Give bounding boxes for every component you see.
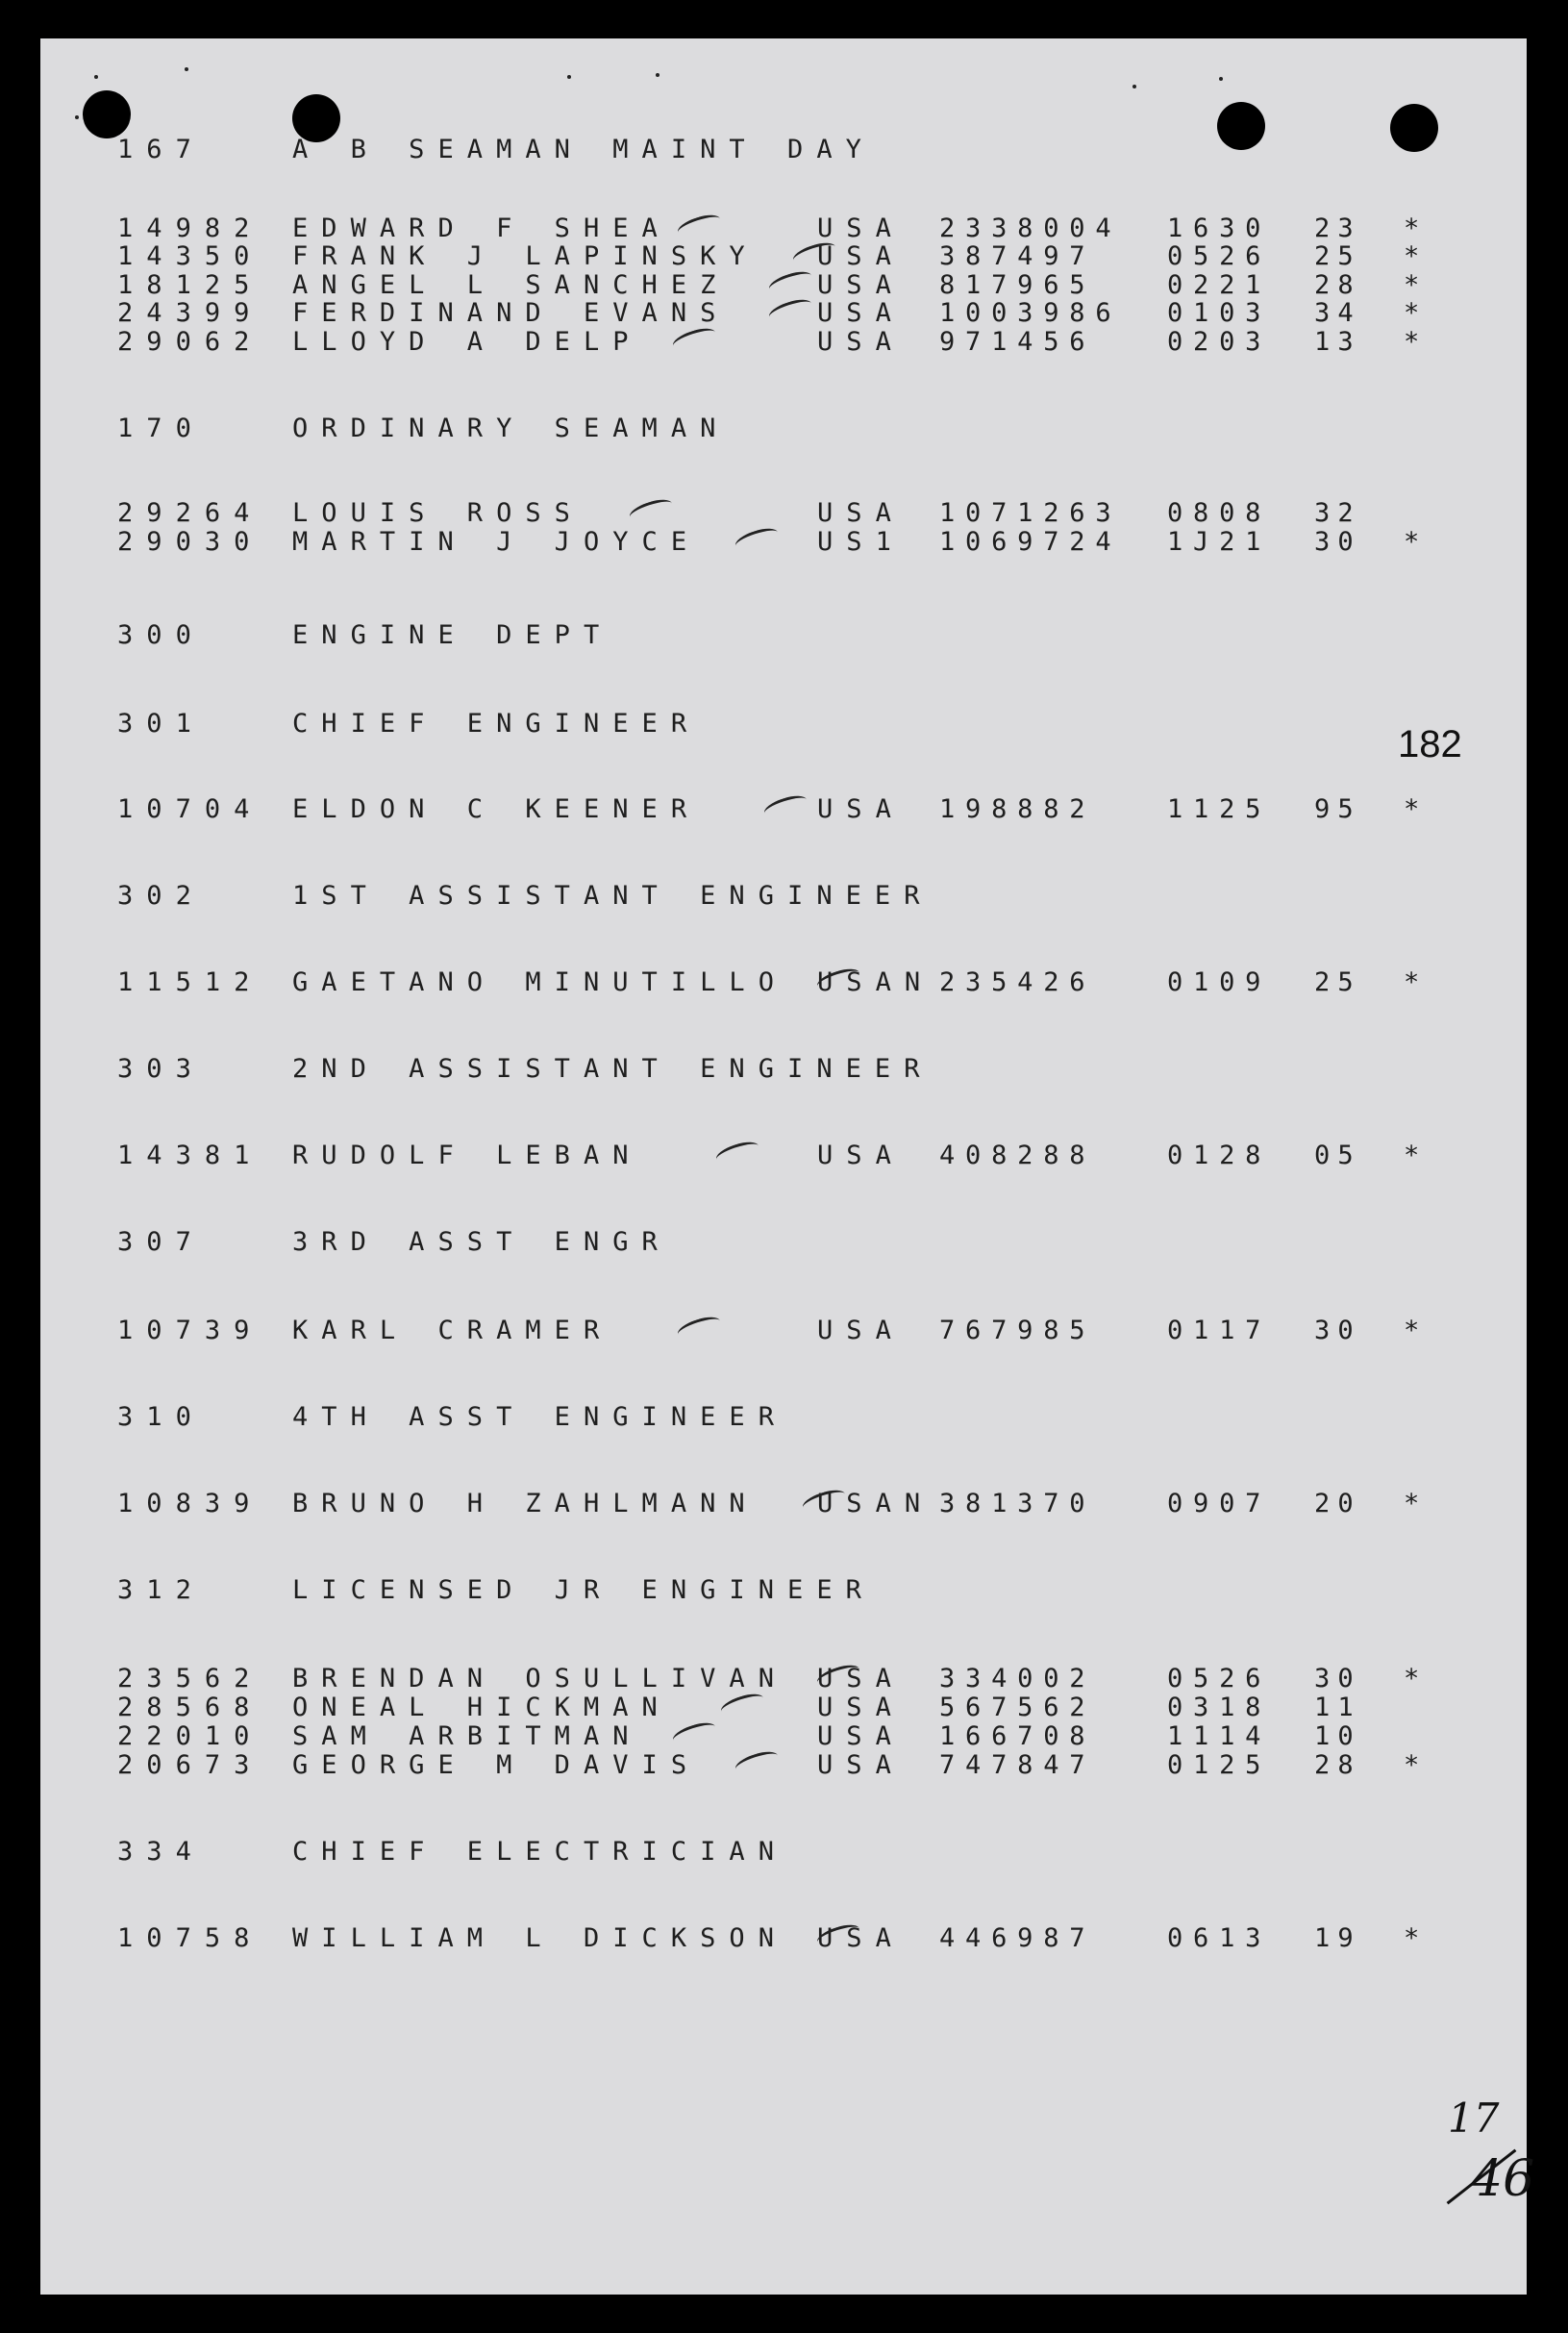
speck (567, 75, 571, 79)
entry-id: 747847 (939, 1750, 1096, 1780)
crew-entry (40, 1923, 1527, 1956)
entry-name: GEORGE M DAVIS (292, 1750, 701, 1780)
entry-citizenship: USA (817, 241, 905, 271)
entry-id: 567562 (939, 1693, 1096, 1722)
crew-entry (40, 241, 1527, 274)
entry-date: 0907 (1167, 1489, 1272, 1518)
entry-citizenship: USAN (817, 967, 934, 997)
punch-hole-1 (83, 90, 131, 138)
entry-citizenship: USAN (817, 1489, 934, 1518)
entry-value: 30 (1314, 1664, 1361, 1693)
entry-name: ELDON C KEENER (292, 794, 701, 824)
entry-citizenship: USA (817, 1316, 905, 1345)
entry-name: BRUNO H ZAHLMANN (292, 1489, 759, 1518)
entry-name: MARTIN J JOYCE (292, 527, 701, 557)
entry-date: 0526 (1167, 1664, 1272, 1693)
entry-date: 0221 (1167, 270, 1272, 300)
check-mark (761, 791, 809, 820)
crew-entry (40, 1316, 1527, 1348)
section-title: A B SEAMAN MAINT DAY (292, 135, 875, 164)
entry-star: * (1404, 794, 1433, 824)
entry-value: 19 (1314, 1923, 1361, 1953)
entry-number: 18125 (117, 270, 263, 300)
entry-number: 23562 (117, 1664, 263, 1693)
entry-number: 10739 (117, 1316, 263, 1345)
entry-name: RUDOLF LEBAN (292, 1141, 642, 1170)
crew-entry (40, 327, 1527, 360)
check-mark (675, 1313, 722, 1342)
entry-citizenship: USA (817, 498, 905, 528)
section-title: 3RD ASST ENGR (292, 1227, 671, 1257)
entry-number: 28568 (117, 1693, 263, 1722)
entry-date: 1114 (1167, 1721, 1272, 1751)
section-header (40, 1837, 1527, 1869)
entry-number: 14381 (117, 1141, 263, 1170)
check-mark (718, 1690, 765, 1718)
entry-number: 11512 (117, 967, 263, 997)
crew-entry (40, 967, 1527, 1000)
entry-id: 198882 (939, 794, 1096, 824)
entry-citizenship: USA (817, 298, 905, 328)
speck (94, 75, 98, 79)
entry-number: 10839 (117, 1489, 263, 1518)
entry-number: 10704 (117, 794, 263, 824)
entry-value: 05 (1314, 1141, 1361, 1170)
crew-entry (40, 794, 1527, 827)
entry-name: SAM ARBITMAN (292, 1721, 642, 1751)
entry-citizenship: USA (817, 327, 905, 357)
crew-entry (40, 1664, 1527, 1696)
entry-star: * (1404, 1750, 1433, 1780)
crew-entry (40, 1693, 1527, 1725)
entry-id: 387497 (939, 241, 1096, 271)
check-mark (766, 267, 813, 296)
entry-value: 10 (1314, 1721, 1361, 1751)
entry-name: LLOYD A DELP (292, 327, 642, 357)
section-title: CHIEF ELECTRICIAN (292, 1837, 788, 1867)
entry-number: 24399 (117, 298, 263, 328)
entry-value: 32 (1314, 498, 1361, 528)
check-mark (670, 324, 717, 353)
document-page (40, 38, 1535, 2295)
section-title: ORDINARY SEAMAN (292, 414, 730, 443)
entry-number: 14982 (117, 213, 263, 243)
entry-citizenship: USA (817, 794, 905, 824)
entry-date: 1125 (1167, 794, 1272, 824)
check-mark (670, 1718, 717, 1747)
entry-date: 0128 (1167, 1141, 1272, 1170)
entry-id: 1069724 (939, 527, 1122, 557)
entry-number: 10758 (117, 1923, 263, 1953)
check-mark (627, 495, 674, 524)
fraction-bottom: 46 (1471, 2150, 1535, 2208)
entry-citizenship: USA (817, 1750, 905, 1780)
entry-star: * (1404, 527, 1433, 557)
section-header (40, 881, 1527, 914)
entry-citizenship: USA (817, 213, 905, 243)
speck (1219, 77, 1223, 81)
section-code: 334 (117, 1837, 205, 1867)
crew-entry (40, 1750, 1527, 1783)
section-title: 4TH ASST ENGINEER (292, 1402, 788, 1432)
check-mark (675, 211, 722, 239)
entry-citizenship: USA (817, 1141, 905, 1170)
entry-number: 29264 (117, 498, 263, 528)
check-mark (733, 1747, 780, 1776)
crew-entry (40, 298, 1527, 331)
crew-entry (40, 1721, 1527, 1754)
entry-name: LOUIS ROSS (292, 498, 584, 528)
entry-id: 971456 (939, 327, 1096, 357)
entry-star: * (1404, 1141, 1433, 1170)
entry-citizenship: USA (817, 270, 905, 300)
entry-star: * (1404, 241, 1433, 271)
section-code: 301 (117, 709, 205, 739)
entry-value: 23 (1314, 213, 1361, 243)
section-header (40, 620, 1527, 653)
entry-id: 408288 (939, 1141, 1096, 1170)
entry-date: 1630 (1167, 213, 1272, 243)
entry-citizenship: USA (817, 1923, 905, 1953)
handwritten-fraction (1394, 2095, 1538, 2248)
entry-id: 334002 (939, 1664, 1096, 1693)
entry-value: 28 (1314, 1750, 1361, 1780)
entry-date: 0203 (1167, 327, 1272, 357)
section-header (40, 709, 1527, 741)
section-title: CHIEF ENGINEER (292, 709, 701, 739)
entry-citizenship: US1 (817, 527, 905, 557)
section-header (40, 414, 1527, 446)
entry-name: GAETANO MINUTILLO (292, 967, 788, 997)
entry-name: FERDINAND EVANS (292, 298, 730, 328)
entry-id: 2338004 (939, 213, 1122, 243)
entry-date: 0103 (1167, 298, 1272, 328)
entry-value: 95 (1314, 794, 1361, 824)
speck (185, 67, 188, 71)
crew-entry (40, 498, 1527, 531)
section-code: 167 (117, 135, 205, 164)
section-header (40, 1054, 1527, 1087)
entry-value: 34 (1314, 298, 1361, 328)
section-code: 170 (117, 414, 205, 443)
entry-name: KARL CRAMER (292, 1316, 613, 1345)
entry-date: 0125 (1167, 1750, 1272, 1780)
entry-name: BRENDAN OSULLIVAN (292, 1664, 788, 1693)
section-code: 300 (117, 620, 205, 650)
section-title: LICENSED JR ENGINEER (292, 1575, 875, 1605)
entry-star: * (1404, 1489, 1433, 1518)
crew-entry (40, 527, 1527, 560)
check-mark (766, 295, 813, 324)
entry-date: 0109 (1167, 967, 1272, 997)
entry-star: * (1404, 327, 1433, 357)
entry-citizenship: USA (817, 1693, 905, 1722)
entry-number: 20673 (117, 1750, 263, 1780)
section-code: 303 (117, 1054, 205, 1084)
entry-value: 11 (1314, 1693, 1361, 1722)
entry-id: 166708 (939, 1721, 1096, 1751)
speck (1132, 85, 1136, 88)
entry-star: * (1404, 1316, 1433, 1345)
entry-number: 14350 (117, 241, 263, 271)
speck (656, 73, 660, 77)
entry-id: 446987 (939, 1923, 1096, 1953)
entry-star: * (1404, 270, 1433, 300)
entry-id: 767985 (939, 1316, 1096, 1345)
section-title: 1ST ASSISTANT ENGINEER (292, 881, 933, 911)
entry-number: 29062 (117, 327, 263, 357)
section-title: 2ND ASSISTANT ENGINEER (292, 1054, 933, 1084)
entry-value: 13 (1314, 327, 1361, 357)
entry-star: * (1404, 967, 1433, 997)
entry-number: 22010 (117, 1721, 263, 1751)
entry-star: * (1404, 298, 1433, 328)
section-code: 312 (117, 1575, 205, 1605)
entry-citizenship: USA (817, 1721, 905, 1751)
entry-star: * (1404, 213, 1433, 243)
entry-date: 0613 (1167, 1923, 1272, 1953)
speck (75, 115, 79, 119)
entry-value: 25 (1314, 241, 1361, 271)
section-header (40, 1227, 1527, 1260)
section-code: 307 (117, 1227, 205, 1257)
entry-star: * (1404, 1923, 1433, 1953)
page-number: 182 (1398, 723, 1462, 765)
entry-name: FRANK J LAPINSKY (292, 241, 759, 271)
crew-entry (40, 1489, 1527, 1521)
section-title: ENGINE DEPT (292, 620, 613, 650)
check-mark (733, 524, 780, 553)
entry-date: 0808 (1167, 498, 1272, 528)
section-header (40, 1575, 1527, 1608)
entry-citizenship: USA (817, 1664, 905, 1693)
entry-date: 0526 (1167, 241, 1272, 271)
entry-id: 1071263 (939, 498, 1122, 528)
entry-date: 0318 (1167, 1693, 1272, 1722)
entry-value: 20 (1314, 1489, 1361, 1518)
entry-value: 30 (1314, 1316, 1361, 1345)
entry-id: 235426 (939, 967, 1096, 997)
entry-id: 1003986 (939, 298, 1122, 328)
entry-value: 30 (1314, 527, 1361, 557)
entry-value: 28 (1314, 270, 1361, 300)
crew-entry (40, 1141, 1527, 1173)
entry-date: 1J21 (1167, 527, 1272, 557)
entry-date: 0117 (1167, 1316, 1272, 1345)
section-header (40, 1402, 1527, 1435)
entry-value: 25 (1314, 967, 1361, 997)
entry-name: ONEAL HICKMAN (292, 1693, 671, 1722)
entry-name: WILLIAM L DICKSON (292, 1923, 788, 1953)
section-code: 310 (117, 1402, 205, 1432)
entry-star: * (1404, 1664, 1433, 1693)
entry-id: 381370 (939, 1489, 1096, 1518)
section-code: 302 (117, 881, 205, 911)
entry-name: EDWARD F SHEA (292, 213, 671, 243)
section-header (40, 135, 1527, 167)
check-mark (713, 1138, 760, 1166)
entry-number: 29030 (117, 527, 263, 557)
fraction-top: 17 (1448, 2095, 1500, 2142)
entry-name: ANGEL L SANCHEZ (292, 270, 730, 300)
entry-id: 817965 (939, 270, 1096, 300)
